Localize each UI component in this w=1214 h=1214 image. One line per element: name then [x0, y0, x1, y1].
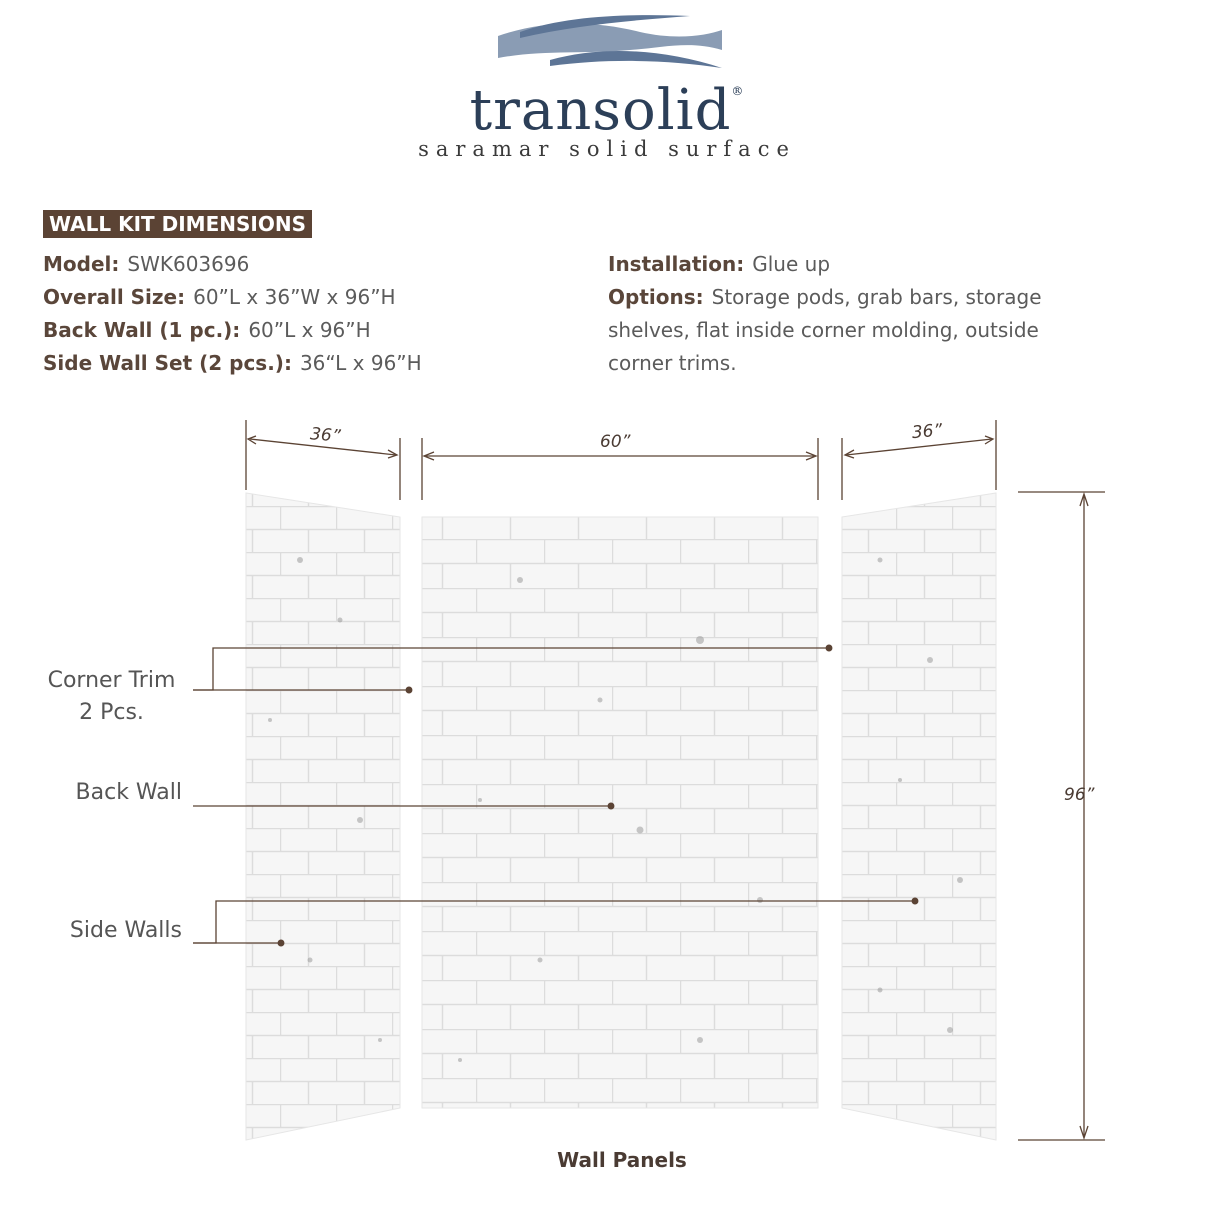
dim-back-width: 60”	[600, 432, 631, 452]
callout-corner-trim-line2: 2 Pcs.	[79, 700, 144, 725]
spec-model: Model: SWK603696	[43, 252, 250, 276]
left-side-wall	[246, 493, 400, 1140]
spec-side-wall-set: Side Wall Set (2 pcs.): 36“L x 96”H	[43, 351, 422, 375]
spec-back-wall: Back Wall (1 pc.): 60”L x 96”H	[43, 318, 371, 342]
diagram-caption: Wall Panels	[557, 1148, 687, 1172]
section-title: WALL KIT DIMENSIONS	[43, 210, 312, 238]
callout-side-walls: Side Walls	[69, 918, 182, 943]
brand-wordmark: transolid®	[469, 78, 745, 143]
callout-back-wall: Back Wall	[75, 780, 182, 805]
dim-right-width: 36”	[911, 420, 944, 444]
brand-tagline: saramar solid surface	[418, 137, 796, 161]
dim-height: 96”	[1064, 785, 1095, 805]
dim-left-width: 36”	[309, 424, 342, 447]
spec-installation: Installation: Glue up	[608, 252, 831, 276]
callout-corner-trim-line1: Corner Trim	[47, 668, 176, 693]
callout-corner-trim	[40, 665, 183, 729]
spec-options: Options: Storage pods, grab bars, storage shelves, flat inside corner molding, outside corner trims.	[608, 285, 1042, 375]
back-wall	[422, 517, 818, 1108]
spec-overall-size: Overall Size: 60”L x 36”W x 96”H	[43, 285, 396, 309]
right-side-wall	[842, 493, 996, 1140]
registered-mark: ®	[731, 84, 745, 98]
